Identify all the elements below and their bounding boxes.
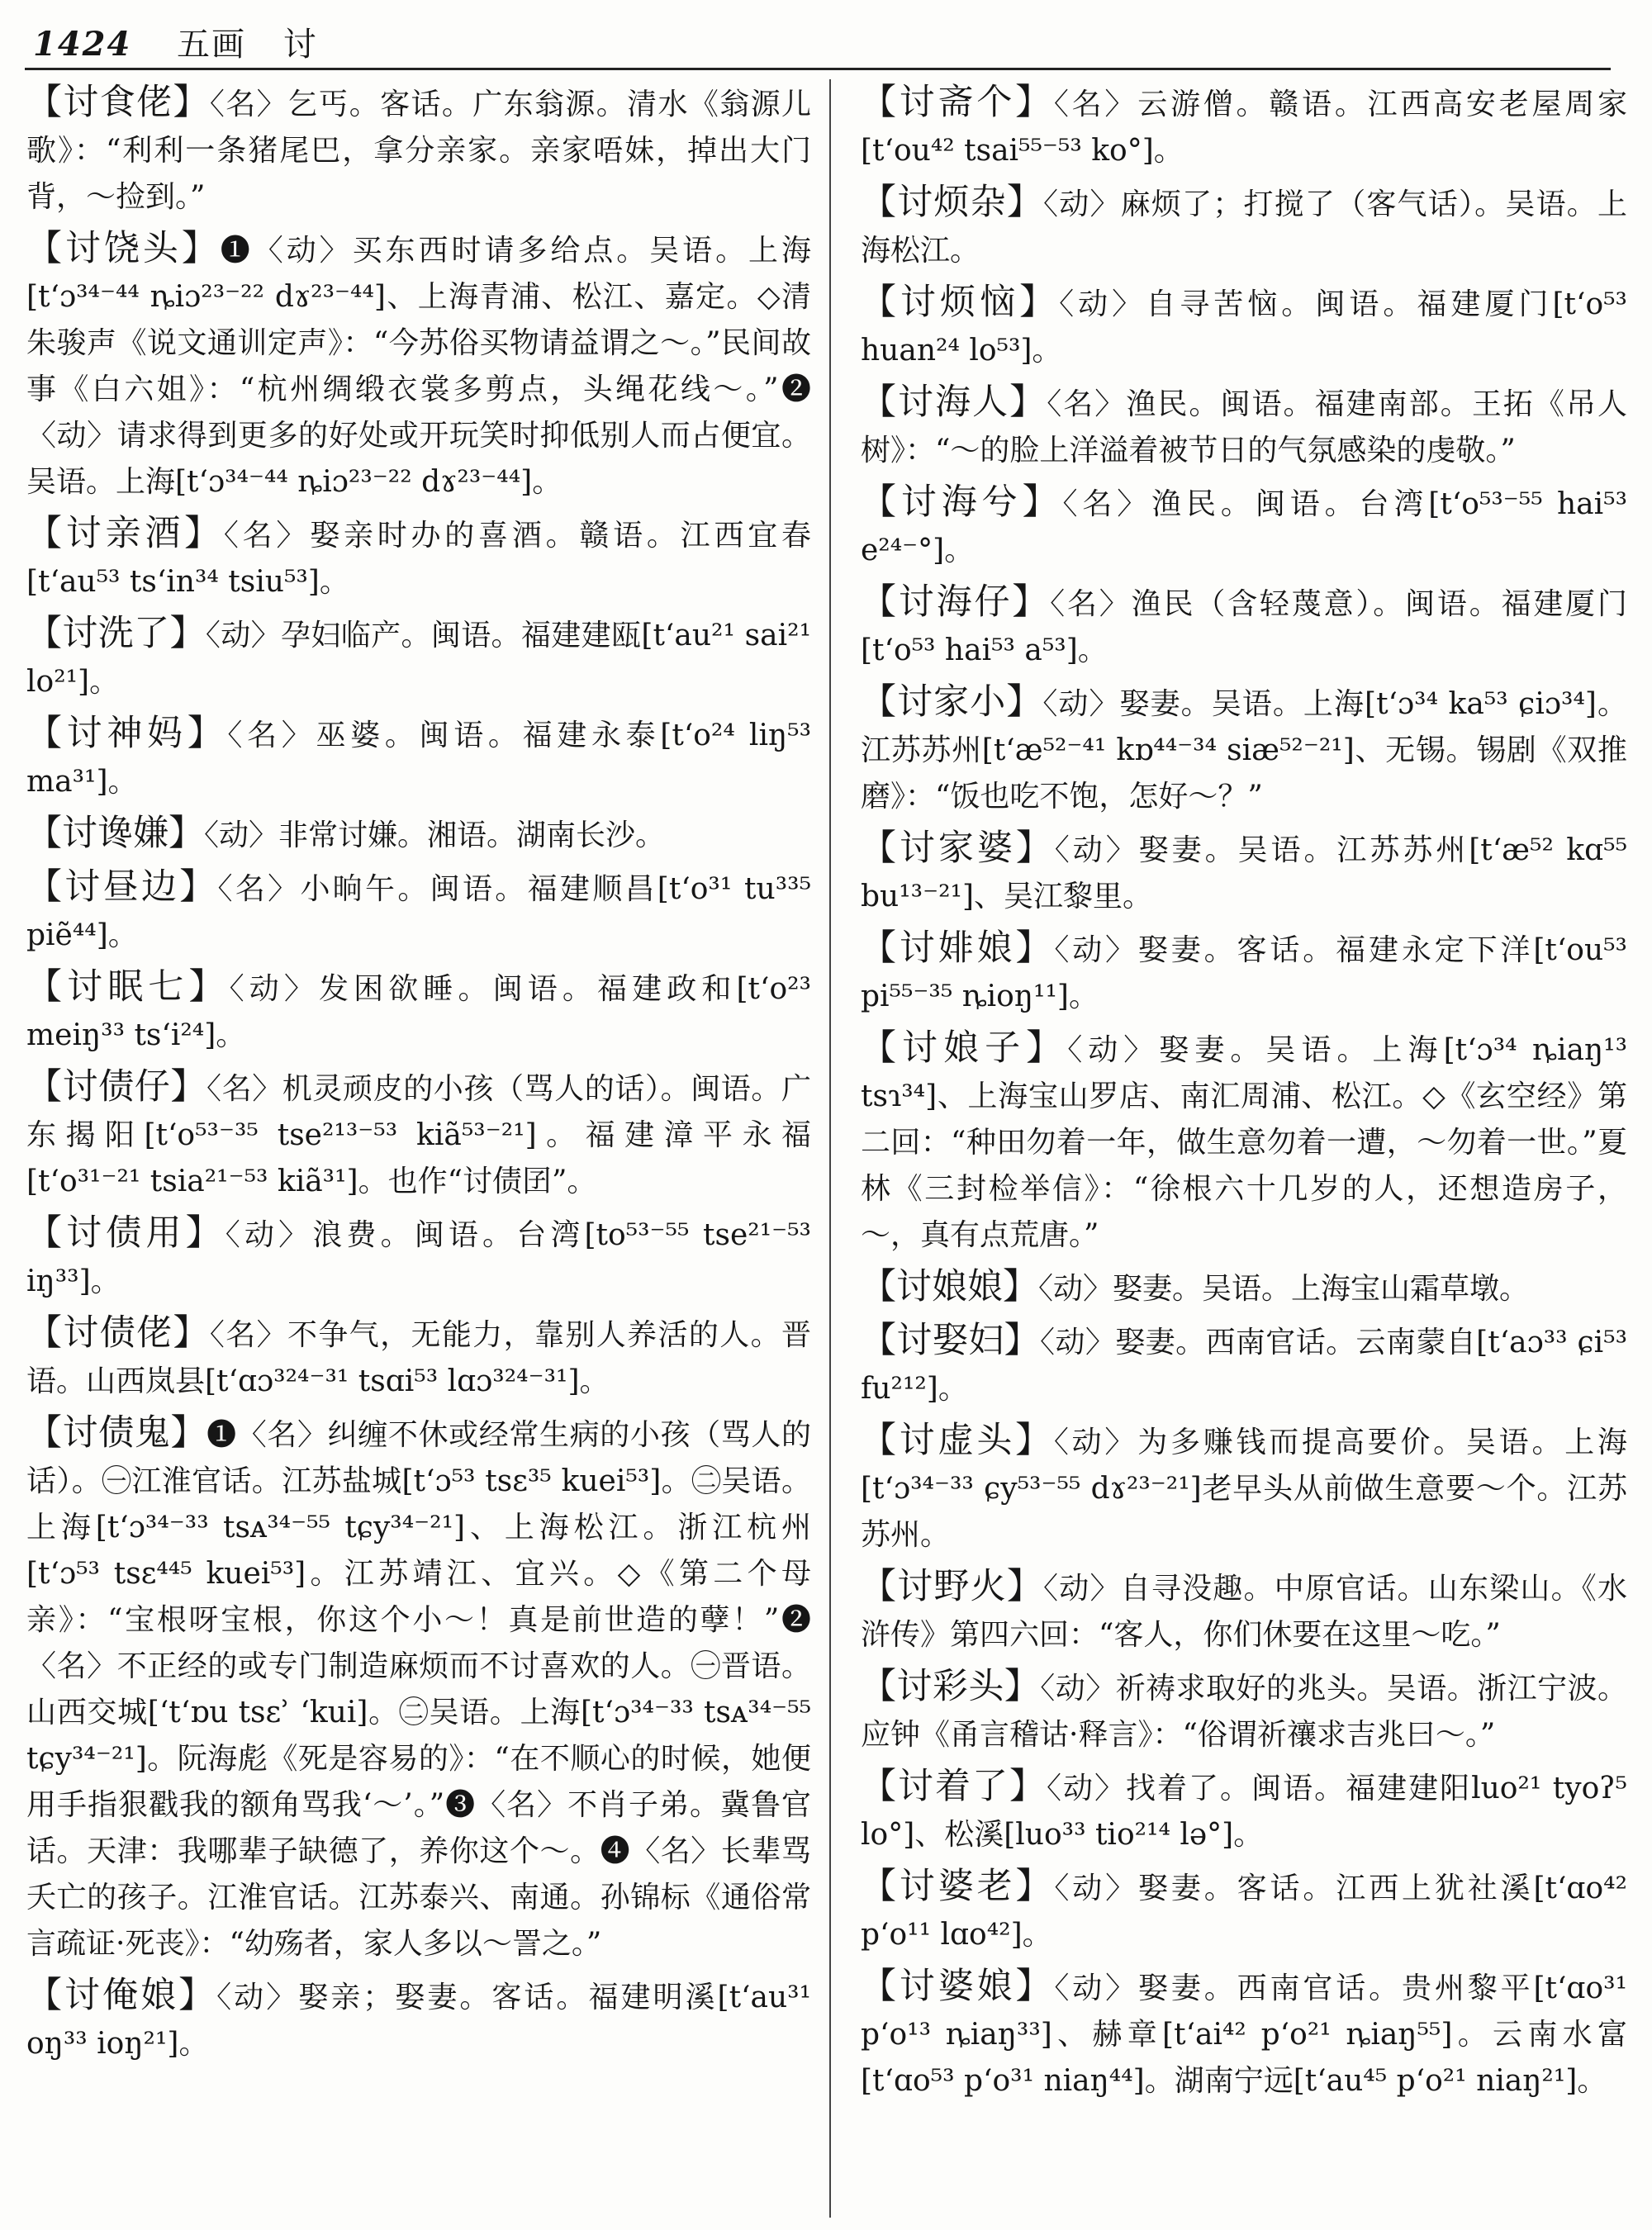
dictionary-entry: 【讨婔娘】〈动〉娶妻。客话。福建永定下洋[tʻou⁵³ pi⁵⁵⁻³⁵ ȵioŋ¹¹]。 [861, 928, 1627, 1013]
headword: 【讨食佬】 [26, 82, 210, 123]
dictionary-entry: 【讨饶头】❶〈动〉买东西时请多给点。吴语。上海[tʻɔ³⁴⁻⁴⁴ ȵiɔ²³⁻²² dɤ²³⁻⁴⁴]、上海青浦、松江、嘉定。◇清朱骏声《说文通训定声》：“今苏俗买物请益谓之～。”民间故事《白六姐》：“杭州绸缎衣裳多剪点，头绳花线～。”❷〈动〉请求得到更多的好处或开玩笑时抑低别人而占便宜。吴语。上海[tʻɔ³⁴⁻⁴⁴ ȵiɔ²³⁻²² dɤ²³⁻⁴⁴]。 [26, 228, 811, 499]
headword: 【讨婔娘】 [861, 928, 1055, 969]
headword: 【讨烦杂】 [861, 182, 1044, 223]
headword: 【讨斋个】 [861, 82, 1054, 123]
dictionary-entry: 【讨海兮】〈名〉渔民。闽语。台湾[tʻo⁵³⁻⁵⁵ hai⁵³ e²⁴⁻°]。 [861, 482, 1627, 567]
dictionary-entry: 【讨债佬】〈名〉不争气，无能力，靠别人养活的人。晋语。山西岚县[tʻɑɔ³²⁴⁻³¹ tsɑi⁵³ lɑɔ³²⁴⁻³¹]。 [26, 1312, 811, 1398]
headword: 【讨债佬】 [26, 1312, 210, 1354]
dictionary-entry: 【讨债鬼】❶〈名〉纠缠不休或经常生病的小孩（骂人的话）。㊀江淮官话。江苏盐城[tʻɔ⁵³ tsɛ³⁵ kuei⁵³]。㊁吴语。上海[tʻɔ³⁴⁻³³ tsᴀ³⁴⁻⁵⁵ tɕy³⁴⁻²¹]、上海松江。浙江杭州[tʻɔ⁵³ tsɛ⁴⁴⁵ kuei⁵³]。江苏靖江、宜兴。◇《第二个母亲》：“宝根呀宝根，你这个小～！真是前世造的孽！”❷〈名〉不正经的或专门制造麻烦而不讨喜欢的人。㊀晋语。山西交城[ʻtʻɒu tsɛʾ ʻkui]。㊁吴语。上海[tʻɔ³⁴⁻³³ tsᴀ³⁴⁻⁵⁵ tɕy³⁴⁻²¹]。阮海彪《死是容易的》：“在不顺心的时候，她便用手指狠戳我的额角骂我‘～’。”❸〈名〉不肖子弟。冀鲁官话。天津：我哪辈子缺德了，养你这个～。❹〈名〉长辈骂夭亡的孩子。江淮官话。江苏泰兴、南通。孙锦标《通俗常言疏证·死丧》：“幼殇者，家人多以～詈之。” [26, 1412, 811, 1961]
headword: 【讨洗了】 [26, 613, 206, 654]
dictionary-entry: 【讨着了】〈动〉找着了。闽语。福建建阳luo²¹ tyoʔ⁵ lo°]、松溪[luo³³ tio²¹⁴ lə°]。 [861, 1766, 1627, 1852]
headword: 【讨昼边】 [26, 866, 218, 908]
dictionary-entry: 【讨眠七】〈动〉发困欲睡。闽语。福建政和[tʻo²³ meiŋ³³ tsʻi²⁴]。 [26, 966, 811, 1052]
dictionary-entry: 【讨谗嫌】〈动〉非常讨嫌。湘语。湖南长沙。 [26, 813, 666, 854]
headword: 【讨彩头】 [861, 1666, 1041, 1707]
dictionary-entry: 【讨娶妇】〈动〉娶妻。西南官话。云南蒙自[tʻaɔ³³ ɕi⁵³ fu²¹²]。 [861, 1320, 1627, 1406]
right-column [861, 79, 1627, 2222]
dictionary-entry: 【讨食佬】〈名〉乞丐。客话。广东翁源。清水《翁源儿歌》：“利利一条猪尾巴，拿分亲家。亲家唔妹，掉出大门背，～捡到。” [26, 82, 811, 214]
headword: 【讨娶妇】 [861, 1320, 1041, 1361]
headword: 【讨家小】 [861, 681, 1043, 723]
column-divider [829, 79, 831, 2218]
dictionary-entry: 【讨神妈】〈名〉巫婆。闽语。福建永泰[tʻo²⁴ liŋ⁵³ ma³¹]。 [26, 713, 811, 799]
headword: 【讨野火】 [861, 1566, 1044, 1607]
dictionary-entry: 【讨昼边】〈名〉小晌午。闽语。福建顺昌[tʻo³¹ tu³³⁵ piẽ⁴⁴]。 [26, 866, 811, 952]
headword: 【讨家婆】 [861, 828, 1055, 869]
headword: 【讨虚头】 [861, 1420, 1054, 1461]
headword: 【讨亲酒】 [26, 513, 224, 554]
headword: 【讨饶头】 [26, 228, 221, 269]
header-rule [25, 68, 1611, 70]
dictionary-entry: 【讨债仔】〈名〉机灵顽皮的小孩（骂人的话）。闽语。广东揭阳[tʻo⁵³⁻³⁵ tse²¹³⁻⁵³ kiã⁵³⁻²¹]。福建漳平永福[tʻo³¹⁻²¹ tsia²¹⁻⁵³ kiã³¹]。也作“讨债囝”。 [26, 1066, 811, 1198]
dictionary-entry: 【讨娘娘】〈动〉娶妻。吴语。上海宝山霜草墩。 [861, 1266, 1530, 1307]
dictionary-entry: 【讨斋个】〈名〉云游僧。赣语。江西高安老屋周家[tʻou⁴² tsai⁵⁵⁻⁵³ ko°]。 [861, 82, 1627, 168]
stroke-count-title: 五画 [177, 26, 247, 64]
left-column [26, 79, 811, 2222]
dictionary-entry: 【讨婆老】〈动〉娶妻。客话。江西上犹社溪[tʻɑo⁴² pʻo¹¹ lɑo⁴²]。 [861, 1866, 1627, 1952]
dictionary-entry: 【讨家小】〈动〉娶妻。吴语。上海[tʻɔ³⁴ ka⁵³ ɕiɔ³⁴]。江苏苏州[tʻæ⁵²⁻⁴¹ kɒ⁴⁴⁻³⁴ siæ⁵²⁻²¹]、无锡。锡剧《双推磨》：“饭也吃不饱，怎好～？” [861, 681, 1627, 814]
headword: 【讨海兮】 [861, 482, 1063, 523]
headword: 【讨海仔】 [861, 581, 1051, 623]
headword: 【讨俺娘】 [26, 1975, 217, 2016]
dictionary-entry: 【讨婆娘】〈动〉娶妻。西南官话。贵州黎平[tʻɑo³¹ pʻo¹³ ȵiaŋ³³]、赫章[tʻai⁴² pʻo²¹ ȵiaŋ⁵⁵]。云南水富[tʻɑo⁵³ pʻo³¹ niaŋ⁴⁴]。湖南宁远[tʻau⁴⁵ pʻo²¹ niaŋ²¹]。 [861, 1966, 1627, 2098]
headword: 【讨眠七】 [26, 966, 230, 1008]
headword: 【讨谗嫌】 [26, 813, 204, 854]
dictionary-entry: 【讨俺娘】〈动〉娶亲；娶妻。客话。福建明溪[tʻau³¹ oŋ³³ ioŋ²¹]。 [26, 1975, 811, 2061]
dictionary-entry: 【讨烦杂】〈动〉麻烦了；打搅了（客气话）。吴语。上海松江。 [861, 182, 1627, 268]
headword: 【讨海人】 [861, 382, 1047, 423]
headword: 【讨债用】 [26, 1212, 225, 1254]
dictionary-entry: 【讨亲酒】〈名〉娶亲时办的喜酒。赣语。江西宜春[tʻau⁵³ tsʻin³⁴ tsiu⁵³]。 [26, 513, 811, 599]
headword: 【讨烦恼】 [861, 282, 1060, 323]
headword: 【讨神妈】 [26, 713, 228, 754]
dictionary-entry: 【讨虚头】〈动〉为多赚钱而提高要价。吴语。上海[tʻɔ³⁴⁻³³ ɕy⁵³⁻⁵⁵ dɤ²³⁻²¹]老早头从前做生意要～个。江苏苏州。 [861, 1420, 1627, 1552]
headword: 【讨婆娘】 [861, 1966, 1055, 2007]
headword: 【讨债鬼】 [26, 1412, 207, 1454]
dictionary-entry: 【讨野火】〈动〉自寻没趣。中原官话。山东梁山。《水浒传》第四六回：“客人，你们休要在这里～吃。” [861, 1566, 1627, 1652]
dictionary-entry: 【讨海仔】〈名〉渔民（含轻蔑意）。闽语。福建厦门[tʻo⁵³ hai⁵³ a⁵³]。 [861, 581, 1627, 667]
headword: 【讨着了】 [861, 1766, 1047, 1807]
page-number: 1424 [33, 25, 132, 64]
dictionary-entry: 【讨烦恼】〈动〉自寻苦恼。闽语。福建厦门[tʻo⁵³ huan²⁴ lo⁵³]。 [861, 282, 1627, 368]
dictionary-entry: 【讨洗了】〈动〉孕妇临产。闽语。福建建瓯[tʻau²¹ sai²¹ lo²¹]。 [26, 613, 811, 699]
headword: 【讨娘子】 [861, 1027, 1068, 1069]
headword: 【讨婆老】 [861, 1866, 1055, 1907]
headword: 【讨娘娘】 [861, 1266, 1038, 1307]
dictionary-entry: 【讨海人】〈名〉渔民。闽语。福建南部。王拓《吊人树》：“～的脸上洋溢着被节日的气氛感染的虔敬。” [861, 382, 1627, 467]
headword: 【讨债仔】 [26, 1066, 206, 1108]
radical-title: 讨 [282, 26, 318, 64]
dictionary-entry: 【讨家婆】〈动〉娶妻。吴语。江苏苏州[tʻæ⁵² kɑ⁵⁵ bu¹³⁻²¹]、吴江黎里。 [861, 828, 1627, 913]
dictionary-entry: 【讨彩头】〈动〉祈祷求取好的兆头。吴语。浙江宁波。应钟《甬言稽诂·释言》：“俗谓祈禳求吉兆曰～。” [861, 1666, 1627, 1752]
dictionary-entry: 【讨债用】〈动〉浪费。闽语。台湾[to⁵³⁻⁵⁵ tse²¹⁻⁵³ iŋ³³]。 [26, 1212, 811, 1298]
page-header [33, 18, 318, 65]
dictionary-entry: 【讨娘子】〈动〉娶妻。吴语。上海[tʻɔ³⁴ ȵiaŋ¹³ tsɿ³⁴]、上海宝山罗店、南汇周浦、松江。◇《玄空经》第二回：“种田勿着一年，做生意勿着一遭，～勿着一世。”夏林《三封检举信》：“徐根六十几岁的人，还想造房子，～，真有点荒唐。” [861, 1027, 1627, 1252]
